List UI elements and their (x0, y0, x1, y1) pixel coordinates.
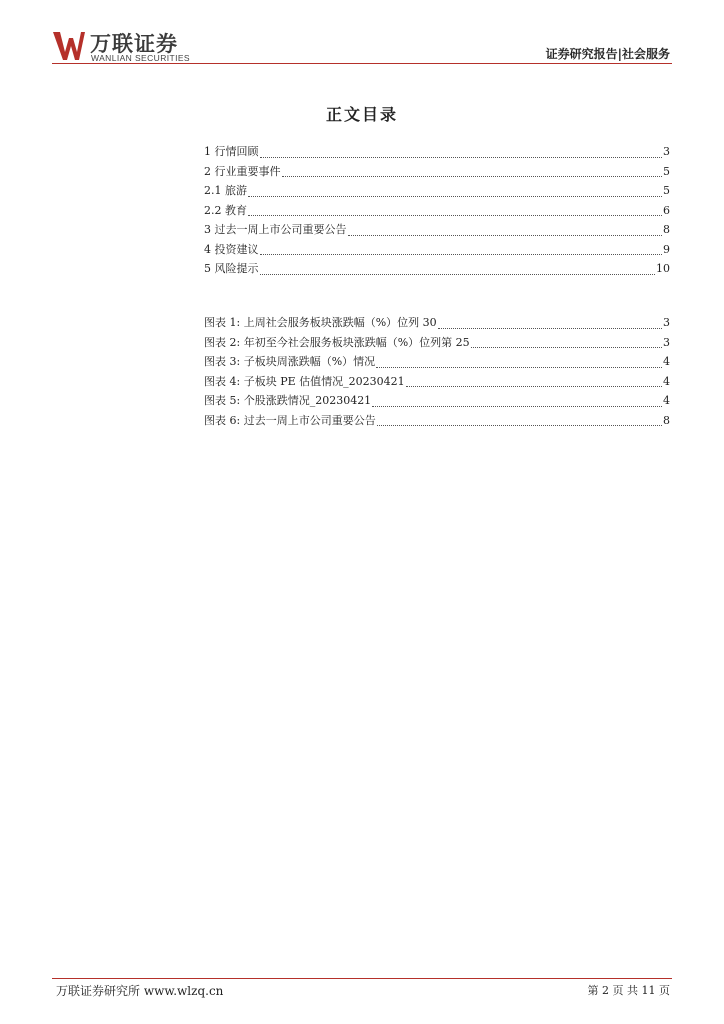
toc-entry-label: 1 行情回顾 (204, 145, 259, 158)
figure-entry-label: 图表 6: 过去一周上市公司重要公告 (204, 413, 376, 427)
dot-leader (260, 273, 656, 275)
toc-entry-page: 6 (663, 203, 670, 217)
toc-entry-page: 5 (663, 164, 670, 178)
toc-entry[interactable] (204, 241, 670, 261)
toc-entry-label: 2 行业重要事件 (204, 164, 281, 178)
figure-entry-page: 4 (663, 355, 670, 368)
figure-entry[interactable] (204, 392, 670, 412)
page-header (0, 0, 724, 70)
toc-entry-page: 3 (663, 145, 670, 158)
page-number: 第 2 页 共 11 页 (587, 984, 670, 997)
figure-entry-label: 图表 3: 子板块周涨跌幅（%）情况 (204, 355, 376, 368)
toc-title: 正文目录 (325, 105, 398, 124)
logo-english-name: WANLIAN SECURITIES (91, 53, 190, 63)
figure-entry-label: 图表 1: 上周社会服务板块涨跌幅（%）位列 30 (204, 316, 437, 329)
dot-leader (376, 366, 662, 368)
toc-entry[interactable] (204, 182, 670, 202)
toc-entry[interactable] (204, 143, 670, 163)
dot-leader (372, 405, 662, 407)
figure-entry-page: 3 (663, 316, 670, 329)
dot-leader (248, 195, 662, 197)
dot-leader (406, 385, 662, 387)
toc-entry[interactable] (204, 202, 670, 222)
dot-leader (471, 346, 662, 348)
toc-entry[interactable] (204, 221, 670, 241)
toc-entry-page: 10 (656, 262, 670, 275)
toc-entry-page: 9 (663, 242, 670, 256)
figure-entry-page: 8 (663, 413, 670, 427)
figure-entry-page: 4 (663, 394, 670, 407)
toc-entry-label: 2.1 旅游 (204, 184, 247, 197)
figure-entry-label: 图表 4: 子板块 PE 估值情况_20230421 (204, 374, 405, 388)
company-logo (52, 30, 252, 64)
dot-leader (438, 327, 662, 329)
figure-entry-label: 图表 2: 年初至今社会服务板块涨跌幅（%）位列第 25 (204, 335, 470, 349)
wanlian-logo-icon (52, 30, 86, 62)
list-of-figures (204, 314, 670, 431)
toc-entry-label: 4 投资建议 (204, 242, 259, 256)
figure-entry[interactable] (204, 334, 670, 354)
toc-entry[interactable] (204, 260, 670, 280)
toc-entry-label: 2.2 教育 (204, 203, 247, 217)
report-type-label: 证券研究报告|社会服务 (545, 47, 670, 61)
table-of-contents (204, 143, 670, 280)
dot-leader (348, 234, 663, 236)
dot-leader (282, 175, 663, 177)
figure-entry-page: 3 (663, 335, 670, 349)
toc-entry-label: 5 风险提示 (204, 262, 259, 275)
toc-entry-page: 8 (663, 223, 670, 236)
figure-entry[interactable] (204, 314, 670, 334)
figure-entry-label: 图表 5: 个股涨跌情况_20230421 (204, 394, 372, 407)
toc-entry-page: 5 (663, 184, 670, 197)
dot-leader (377, 424, 662, 426)
dot-leader (260, 253, 663, 255)
header-divider (52, 63, 672, 64)
logo-chinese-name: 万联证券 (90, 32, 178, 56)
toc-entry-label: 3 过去一周上市公司重要公告 (204, 223, 347, 236)
toc-entry[interactable] (204, 163, 670, 183)
dot-leader (260, 156, 663, 158)
figure-entry[interactable] (204, 412, 670, 432)
figure-entry[interactable] (204, 373, 670, 393)
footer-source: 万联证券研究所 www.wlzq.cn (56, 984, 224, 998)
dot-leader (248, 214, 662, 216)
figure-entry-page: 4 (663, 374, 670, 388)
footer-divider (52, 978, 672, 979)
figure-entry[interactable] (204, 353, 670, 373)
